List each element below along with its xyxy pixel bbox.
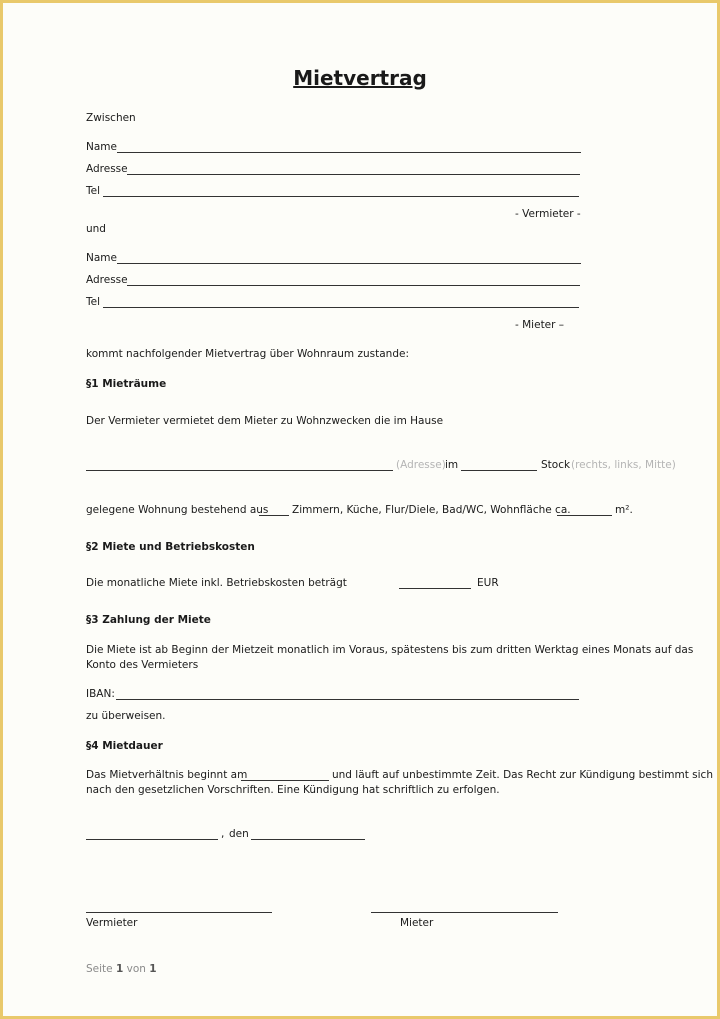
rooms-field[interactable] — [259, 515, 289, 516]
iban-label: IBAN: — [86, 688, 115, 700]
tenant-signature-field[interactable] — [371, 912, 558, 913]
section3-text-line2: Konto des Vermieters — [86, 659, 199, 671]
landlord-phone-field[interactable] — [103, 196, 579, 197]
page-footer — [86, 962, 157, 976]
section4-heading: §4 Mietdauer — [86, 740, 163, 752]
comma-text: , — [221, 828, 225, 840]
landlord-phone-label: Tel — [86, 185, 101, 197]
im-text: im — [445, 459, 459, 471]
landlord-role-label: - Vermieter - — [515, 208, 581, 220]
tenant-role-label: - Mieter – — [515, 319, 565, 331]
currency-text: EUR — [477, 577, 499, 589]
place-field[interactable] — [86, 839, 218, 840]
date-field[interactable] — [251, 839, 365, 840]
section3-closing: zu überweisen. — [86, 710, 166, 722]
landlord-address-label: Adresse — [86, 163, 128, 175]
section4-text-pre: Das Mietverhältnis beginnt am — [86, 769, 248, 781]
section1-text2-mid: Zimmern, Küche, Flur/Diele, Bad/WC, Wohnfläche ca. — [292, 504, 571, 516]
section1-text2-pre: gelegene Wohnung bestehend aus — [86, 504, 269, 516]
footer-page-number: 1 — [115, 963, 124, 975]
section4-text-line2: nach den gesetzlichen Vorschriften. Eine Kündigung hat schriftlich zu erfolgen. — [86, 784, 500, 796]
tenant-name-field[interactable] — [117, 263, 581, 264]
section4-text-post: und läuft auf unbestimmte Zeit. Das Recht zur Kündigung bestimmt sich — [332, 769, 713, 781]
section2-text: Die monatliche Miete inkl. Betriebskosten beträgt — [86, 577, 347, 589]
stock-text: Stock — [541, 459, 571, 471]
den-text: den — [229, 828, 249, 840]
tenant-signature-label: Mieter — [400, 917, 434, 929]
section1-text1: Der Vermieter vermietet dem Mieter zu Wohnzwecken die im Hause — [86, 415, 444, 427]
landlord-name-label: Name — [86, 141, 117, 153]
connector-text: und — [86, 223, 106, 235]
section3-heading: §3 Zahlung der Miete — [86, 614, 211, 626]
section1-heading: §1 Mieträume — [86, 378, 167, 390]
document-title: Mietvertrag — [293, 66, 427, 90]
landlord-signature-label: Vermieter — [86, 917, 138, 929]
section2-heading: §2 Miete und Betriebskosten — [86, 541, 255, 553]
footer-page-total: 1 — [149, 963, 157, 975]
footer-seite: Seite — [86, 963, 113, 975]
landlord-name-field[interactable] — [117, 152, 581, 153]
contract-intro-text: kommt nachfolgender Mietvertrag über Wohnraum zustande: — [86, 348, 409, 360]
landlord-signature-field[interactable] — [86, 912, 272, 913]
footer-von: von — [126, 963, 146, 975]
rent-amount-field[interactable] — [399, 588, 471, 589]
rental-address-field[interactable] — [86, 470, 393, 471]
tenant-phone-label: Tel — [86, 296, 101, 308]
stock-hint: (rechts, links, Mitte) — [571, 459, 676, 471]
iban-field[interactable] — [116, 699, 579, 700]
tenant-address-label: Adresse — [86, 274, 128, 286]
address-hint: (Adresse) — [396, 459, 446, 471]
tenant-name-label: Name — [86, 252, 117, 264]
start-date-field[interactable] — [241, 780, 329, 781]
section3-text-line1: Die Miete ist ab Beginn der Mietzeit monatlich im Voraus, spätestens bis zum dritten Werktag eines Monats auf das — [86, 644, 694, 656]
tenant-address-field[interactable] — [127, 285, 580, 286]
unit-text: m². — [615, 504, 633, 516]
living-area-field[interactable] — [557, 515, 612, 516]
floor-field[interactable] — [461, 470, 537, 471]
tenant-phone-field[interactable] — [103, 307, 579, 308]
landlord-address-field[interactable] — [127, 174, 580, 175]
intro-text: Zwischen — [86, 112, 136, 124]
